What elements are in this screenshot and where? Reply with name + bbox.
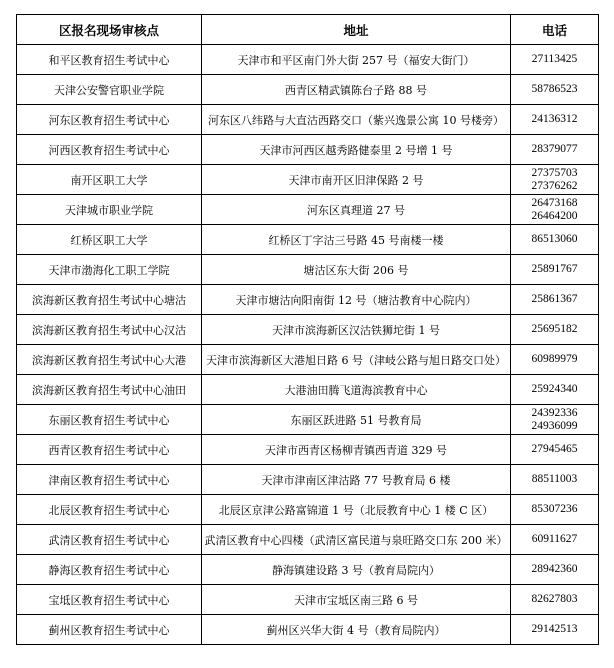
cell-address: 天津市南开区旧津保路 2 号 xyxy=(202,165,511,195)
table-body xyxy=(17,45,599,645)
phone-number: 28379077 xyxy=(531,143,578,155)
cell-phone xyxy=(511,225,599,255)
table-row xyxy=(17,435,599,465)
cell-phone xyxy=(511,165,599,195)
table-row xyxy=(17,225,599,255)
cell-phone xyxy=(511,255,599,285)
cell-address: 东丽区跃进路 51 号教育局 xyxy=(202,405,511,435)
cell-phone xyxy=(511,345,599,375)
table-row xyxy=(17,45,599,75)
cell-phone xyxy=(511,495,599,525)
table-row xyxy=(17,135,599,165)
cell-site: 天津城市职业学院 xyxy=(17,195,202,225)
cell-address: 大港油田腾飞道海滨教育中心 xyxy=(202,375,511,405)
cell-site: 滨海新区教育招生考试中心油田 xyxy=(17,375,202,405)
header-phone: 电话 xyxy=(511,15,599,45)
phone-number: 27945465 xyxy=(531,443,578,455)
phone-number: 82627803 xyxy=(531,593,578,605)
cell-phone xyxy=(511,45,599,75)
cell-address: 红桥区丁字沽三号路 45 号南楼一楼 xyxy=(202,225,511,255)
phone-number: 86513060 xyxy=(531,233,578,245)
cell-site: 津南区教育招生考试中心 xyxy=(17,465,202,495)
table-header-row xyxy=(17,15,599,45)
phone-number: 26464200 xyxy=(531,209,578,222)
cell-address: 静海镇建设路 3 号（教育局院内） xyxy=(202,555,511,585)
table-row xyxy=(17,285,599,315)
table-row xyxy=(17,525,599,555)
cell-site: 蓟州区教育招生考试中心 xyxy=(17,615,202,645)
cell-site: 滨海新区教育招生考试中心塘沽 xyxy=(17,285,202,315)
cell-phone xyxy=(511,615,599,645)
cell-site: 河东区教育招生考试中心 xyxy=(17,105,202,135)
cell-phone xyxy=(511,105,599,135)
cell-site: 西青区教育招生考试中心 xyxy=(17,435,202,465)
table-row xyxy=(17,375,599,405)
header-address: 地址 xyxy=(202,15,511,45)
cell-site: 天津公安警官职业学院 xyxy=(17,75,202,105)
cell-site: 静海区教育招生考试中心 xyxy=(17,555,202,585)
phone-number: 25924340 xyxy=(531,383,578,395)
phone-number: 25861367 xyxy=(531,293,578,305)
cell-phone xyxy=(511,75,599,105)
cell-address: 天津市塘沽向阳南街 12 号（塘沽教育中心院内） xyxy=(202,285,511,315)
table-row xyxy=(17,75,599,105)
phone-number: 88511003 xyxy=(531,473,578,485)
table-row xyxy=(17,555,599,585)
cell-site: 滨海新区教育招生考试中心大港 xyxy=(17,345,202,375)
cell-phone xyxy=(511,465,599,495)
table-row xyxy=(17,255,599,285)
document-page xyxy=(16,14,599,645)
cell-site: 南开区职工大学 xyxy=(17,165,202,195)
cell-site: 宝坻区教育招生考试中心 xyxy=(17,585,202,615)
table-row xyxy=(17,315,599,345)
cell-site: 北辰区教育招生考试中心 xyxy=(17,495,202,525)
cell-phone xyxy=(511,405,599,435)
cell-phone xyxy=(511,195,599,225)
registration-sites-table xyxy=(16,14,599,645)
cell-address: 武清区教育中心四楼（武清区富民道与泉旺路交口东 200 米） xyxy=(202,525,511,555)
phone-number: 27375703 xyxy=(531,166,578,179)
cell-address: 天津市宝坻区南三路 6 号 xyxy=(202,585,511,615)
phone-number: 27113425 xyxy=(531,53,578,65)
phone-number: 27376262 xyxy=(531,179,578,192)
phone-number: 24936099 xyxy=(531,419,578,432)
cell-phone xyxy=(511,375,599,405)
cell-site: 和平区教育招生考试中心 xyxy=(17,45,202,75)
header-site: 区报名现场审核点 xyxy=(17,15,202,45)
phone-number: 60989979 xyxy=(531,353,578,365)
phone-number: 58786523 xyxy=(531,83,578,95)
cell-phone xyxy=(511,315,599,345)
phone-number: 24392336 xyxy=(531,406,578,419)
phone-number: 29142513 xyxy=(531,623,578,635)
cell-address: 蓟州区兴华大街 4 号（教育局院内） xyxy=(202,615,511,645)
phone-number: 28942360 xyxy=(531,563,578,575)
table-row xyxy=(17,165,599,195)
cell-address: 塘沽区东大街 206 号 xyxy=(202,255,511,285)
table-row xyxy=(17,345,599,375)
cell-site: 东丽区教育招生考试中心 xyxy=(17,405,202,435)
phone-number: 25891767 xyxy=(531,263,578,275)
phone-number: 85307236 xyxy=(531,503,578,515)
phone-number: 24136312 xyxy=(531,113,578,125)
cell-phone xyxy=(511,435,599,465)
phone-number: 26473168 xyxy=(531,196,578,209)
table-row xyxy=(17,465,599,495)
table-row xyxy=(17,195,599,225)
table-row xyxy=(17,495,599,525)
cell-phone xyxy=(511,555,599,585)
cell-address: 河东区八纬路与大直沽西路交口（紫兴逸景公寓 10 号楼旁） xyxy=(202,105,511,135)
cell-address: 天津市津南区津沽路 77 号教育局 6 楼 xyxy=(202,465,511,495)
table-row xyxy=(17,615,599,645)
cell-phone xyxy=(511,135,599,165)
cell-site: 滨海新区教育招生考试中心汉沽 xyxy=(17,315,202,345)
cell-address: 天津市滨海新区大港旭日路 6 号（津岐公路与旭日路交口处） xyxy=(202,345,511,375)
table-row xyxy=(17,585,599,615)
cell-site: 天津市渤海化工职工学院 xyxy=(17,255,202,285)
cell-address: 天津市和平区南门外大街 257 号（福安大街门） xyxy=(202,45,511,75)
phone-number: 25695182 xyxy=(531,323,578,335)
cell-address: 河东区真理道 27 号 xyxy=(202,195,511,225)
cell-address: 天津市西青区杨柳青镇西青道 329 号 xyxy=(202,435,511,465)
cell-phone xyxy=(511,285,599,315)
cell-phone xyxy=(511,585,599,615)
phone-number: 60911627 xyxy=(531,533,578,545)
cell-site: 河西区教育招生考试中心 xyxy=(17,135,202,165)
cell-address: 天津市河西区越秀路健泰里 2 号增 1 号 xyxy=(202,135,511,165)
cell-site: 武清区教育招生考试中心 xyxy=(17,525,202,555)
cell-site: 红桥区职工大学 xyxy=(17,225,202,255)
table-row xyxy=(17,405,599,435)
table-row xyxy=(17,105,599,135)
cell-address: 天津市滨海新区汉沽铁狮坨街 1 号 xyxy=(202,315,511,345)
cell-address: 西青区精武镇陈台子路 88 号 xyxy=(202,75,511,105)
cell-phone xyxy=(511,525,599,555)
cell-address: 北辰区京津公路富锦道 1 号（北辰教育中心 1 楼 C 区） xyxy=(202,495,511,525)
